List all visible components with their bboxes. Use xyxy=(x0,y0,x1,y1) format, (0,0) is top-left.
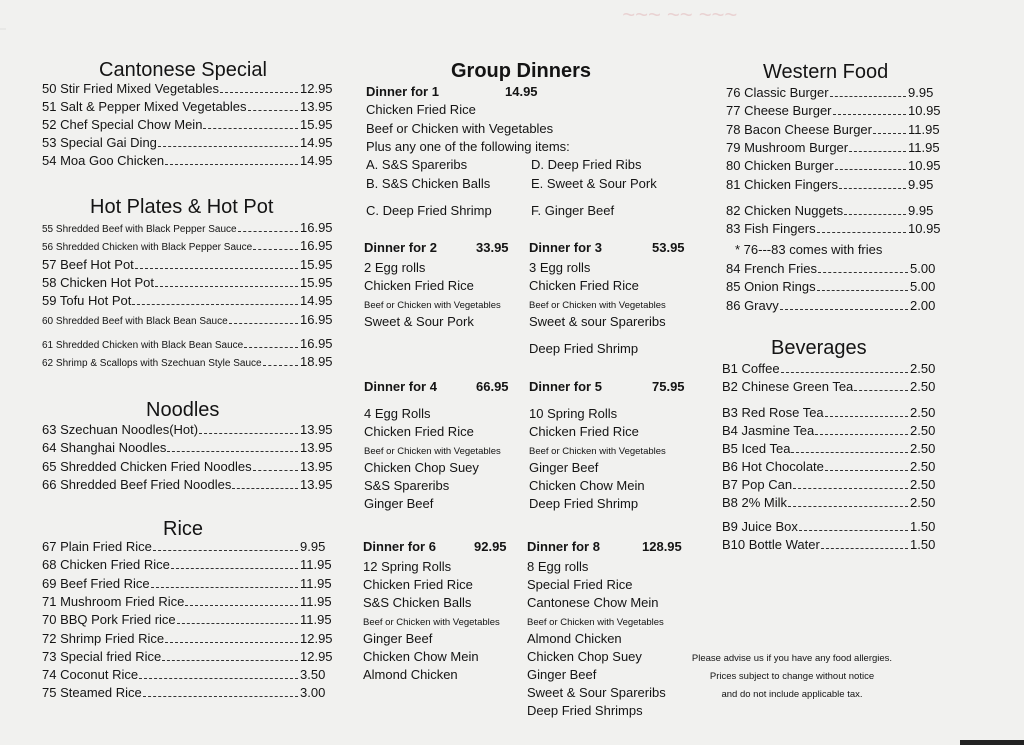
noodles-item-leader xyxy=(232,488,298,489)
noodles-item-price: 13.95 xyxy=(300,458,333,474)
cantonese-item-leader xyxy=(203,128,298,129)
beverages-item-name: B6 Hot Chocolate xyxy=(722,459,824,474)
cantonese-item-leader xyxy=(220,92,298,93)
western-item-leader xyxy=(873,133,906,134)
dinner-1-line: Chicken Fried Rice xyxy=(366,102,476,117)
cantonese-item-leader xyxy=(158,146,298,147)
rice-item xyxy=(42,539,340,555)
cantonese-item-price: 14.95 xyxy=(300,135,333,150)
rice-item-name: 70 BBQ Pork Fried rice xyxy=(42,612,176,628)
sides-item-leader xyxy=(780,309,908,310)
hotplates-item-leader xyxy=(238,231,298,232)
rice-item-price: 11.95 xyxy=(300,557,332,573)
d4-line: 4 Egg Rolls xyxy=(364,406,431,421)
d2-line: Beef or Chicken with Vegetables xyxy=(364,300,501,311)
noodles-item-price: 13.95 xyxy=(300,422,333,437)
d8-line: Beef or Chicken with Vegetables xyxy=(527,617,664,628)
sides-item-price: 5.00 xyxy=(910,279,936,295)
hotplates-item-price: 16.95 xyxy=(300,220,333,235)
western-item-name: 80 Chicken Burger xyxy=(726,158,834,174)
noodles-item-leader xyxy=(253,470,298,471)
hotplates-item-name: 55 Shredded Beef with Black Pepper Sauce xyxy=(42,224,237,235)
hotplates-item xyxy=(42,220,340,236)
d5-line: Beef or Chicken with Vegetables xyxy=(529,446,666,457)
beverages-item-leader xyxy=(788,506,908,507)
dinner-1-label: Dinner for 1 xyxy=(366,84,439,99)
hotplates-item-name: 58 Chicken Hot Pot xyxy=(42,274,155,290)
rice-item-leader xyxy=(171,568,298,569)
noodles-item xyxy=(42,422,340,438)
d6-line: 12 Spring Rolls xyxy=(363,559,452,574)
beverages-item-leader xyxy=(854,390,908,391)
d6-line: Chicken Fried Rice xyxy=(363,577,473,592)
d5-line: 10 Spring Rolls xyxy=(529,406,618,421)
beverages-item-leader xyxy=(825,470,908,471)
d3-line: Sweet & sour Spareribs xyxy=(529,314,666,329)
noodles-item-leader xyxy=(199,433,298,434)
d2-line: Sweet & Sour Pork xyxy=(364,314,474,329)
western-item-leader xyxy=(849,151,906,152)
western-item xyxy=(726,103,948,119)
dinner-1-line: Beef or Chicken with Vegetables xyxy=(366,121,554,136)
hotplates-item-price: 16.95 xyxy=(300,238,333,254)
beverages-item-price: 2.50 xyxy=(910,459,936,474)
fries-note: * 76---83 comes with fries xyxy=(735,242,883,257)
western-item-leader xyxy=(835,169,906,170)
noodles-title: Noodles xyxy=(146,399,220,421)
beverages-item-name: B4 Jasmine Tea xyxy=(722,423,815,438)
d4-line: Ginger Beef xyxy=(364,496,434,511)
cantonese-item-price: 12.95 xyxy=(300,81,333,96)
dinner-1-price: 14.95 xyxy=(505,84,538,99)
scan-edge-mark xyxy=(0,28,6,30)
sides-item-name: 84 French Fries xyxy=(726,261,818,276)
d8-price: 128.95 xyxy=(642,539,682,554)
d6-line: Ginger Beef xyxy=(363,631,433,646)
western-item-name: 79 Mushroom Burger xyxy=(726,139,849,155)
beverages-item-price: 2.50 xyxy=(910,441,936,456)
western-item xyxy=(726,85,948,101)
hotplates-item-price: 18.95 xyxy=(300,354,333,370)
hotplates-item-leader xyxy=(132,304,298,305)
beverages-item-name: B10 Bottle Water xyxy=(722,537,820,552)
footer-tax: and do not include applicable tax. xyxy=(721,689,863,700)
hotplates-item-name: 57 Beef Hot Pot xyxy=(42,256,134,272)
beverages-item-price: 2.50 xyxy=(910,477,936,492)
d8-line: Chicken Chop Suey xyxy=(527,649,642,664)
beverages-item-price: 1.50 xyxy=(910,537,936,552)
beverages-item-name: B9 Juice Box xyxy=(722,519,798,534)
rice-item-leader xyxy=(162,660,298,661)
d8-line: Sweet & Sour Spareribs xyxy=(527,685,666,700)
rice-item-price: 11.95 xyxy=(300,575,332,591)
cantonese-item-name: 53 Special Gai Ding xyxy=(42,135,157,150)
beverages-item xyxy=(722,519,950,535)
western-item xyxy=(726,221,948,237)
beverages-item-price: 2.50 xyxy=(910,405,936,420)
dinner-1-option: B. S&S Chicken Balls xyxy=(366,176,491,191)
noodles-item-name: 66 Shredded Beef Fried Noodles xyxy=(42,476,232,492)
rice-item-leader xyxy=(165,642,298,643)
dinner-1-option: E. Sweet & Sour Pork xyxy=(531,176,657,191)
sides-item-name: 85 Onion Rings xyxy=(726,279,816,295)
hotplates-item-price: 16.95 xyxy=(300,311,333,327)
beverages-item xyxy=(722,495,950,511)
cantonese-item xyxy=(42,81,340,97)
hotplates-item-leader xyxy=(244,347,298,348)
d3-line: Deep Fried Shrimp xyxy=(529,341,639,356)
hotplates-item-name: 59 Tofu Hot Pot xyxy=(42,293,132,309)
western-item-name: 78 Bacon Cheese Burger xyxy=(726,121,872,137)
scan-corner-mark xyxy=(960,740,1024,745)
beverages-item xyxy=(722,537,950,553)
beverages-item-leader xyxy=(825,416,908,417)
western-item-price: 11.95 xyxy=(908,121,940,137)
western-item-price: 11.95 xyxy=(908,139,940,155)
noodles-item xyxy=(42,459,340,475)
sides-item xyxy=(726,261,950,277)
western-item-name: 81 Chicken Fingers xyxy=(726,176,838,192)
cantonese-item-price: 13.95 xyxy=(300,99,333,114)
hotplates-item-name: 62 Shrimp & Scallops with Szechuan Style Sauce xyxy=(42,358,262,370)
rice-item-price: 3.00 xyxy=(300,685,326,701)
footer-prices: Prices subject to change without notice xyxy=(709,671,875,682)
western-item xyxy=(726,177,948,193)
d3-line: Chicken Fried Rice xyxy=(529,278,639,293)
beverages-item-leader xyxy=(791,452,908,453)
cantonese-item-name: 51 Salt & Pepper Mixed Vegetables xyxy=(42,99,247,114)
d6-line: S&S Chicken Balls xyxy=(363,595,472,610)
cantonese-item-leader xyxy=(248,110,298,111)
d4-label: Dinner for 4 xyxy=(364,379,437,394)
noodles-item-name: 65 Shredded Chicken Fried Noodles xyxy=(42,458,252,474)
noodles-item-leader xyxy=(167,451,298,452)
western-item-name: 76 Classic Burger xyxy=(726,85,829,100)
rice-item-price: 12.95 xyxy=(300,630,333,646)
d6-label: Dinner for 6 xyxy=(363,539,436,554)
d4-line: Beef or Chicken with Vegetables xyxy=(364,446,501,457)
rice-item xyxy=(42,667,340,683)
rice-item-leader xyxy=(177,623,298,624)
rice-item-name: 74 Coconut Rice xyxy=(42,667,139,683)
d6-price: 92.95 xyxy=(474,539,507,554)
rice-item xyxy=(42,576,340,592)
beverages-item xyxy=(722,477,950,493)
sides-item-price: 2.00 xyxy=(910,297,936,313)
western-item-price: 9.95 xyxy=(908,85,934,100)
hotplates-item-leader xyxy=(229,323,298,324)
rice-item-name: 67 Plain Fried Rice xyxy=(42,539,152,554)
dinner-1-option: C. Deep Fried Shrimp xyxy=(366,203,492,218)
sides-item-price: 5.00 xyxy=(910,261,936,276)
beverages-item-name: B7 Pop Can xyxy=(722,477,793,492)
western-item-name: 77 Cheese Burger xyxy=(726,103,832,119)
beverages-item-leader xyxy=(799,530,908,531)
d8-line: Almond Chicken xyxy=(527,631,622,646)
hotplates-item-price: 15.95 xyxy=(300,256,333,272)
handwritten-note-mark: ~~~ ~~ ~~~ xyxy=(622,2,738,27)
western-item xyxy=(726,203,948,219)
rice-item-name: 75 Steamed Rice xyxy=(42,685,142,701)
cantonese-item-name: 50 Stir Fried Mixed Vegetables xyxy=(42,81,220,96)
noodles-item-price: 13.95 xyxy=(300,440,333,456)
d4-line: S&S Spareribs xyxy=(364,478,450,493)
d5-label: Dinner for 5 xyxy=(529,379,602,394)
sides-item xyxy=(726,279,950,295)
noodles-item-name: 64 Shanghai Noodles xyxy=(42,440,167,456)
d4-line: Chicken Fried Rice xyxy=(364,424,474,439)
rice-item-name: 71 Mushroom Fried Rice xyxy=(42,593,185,609)
hotplates-item-price: 15.95 xyxy=(300,274,333,290)
sides-item-leader xyxy=(817,290,908,291)
d5-line: Chicken Chow Mein xyxy=(529,478,645,493)
beverages-item-leader xyxy=(781,372,908,373)
western-item-name: 83 Fish Fingers xyxy=(726,221,816,237)
western-item-leader xyxy=(830,96,906,97)
rice-item xyxy=(42,612,340,628)
beverages-item-price: 2.50 xyxy=(910,423,936,438)
rice-item-leader xyxy=(143,696,298,697)
beverages-item xyxy=(722,405,950,421)
beverages-item xyxy=(722,441,950,457)
cantonese-item-name: 54 Moa Goo Chicken xyxy=(42,153,165,168)
rice-item-leader xyxy=(151,587,298,588)
beverages-item xyxy=(722,379,950,395)
beverages-item-name: B8 2% Milk xyxy=(722,495,788,510)
hotplates-item xyxy=(42,336,340,352)
hotplates-item xyxy=(42,257,340,273)
hotplates-item-leader xyxy=(263,365,298,366)
hotplates-item xyxy=(42,293,340,309)
beverages-item-name: B5 Iced Tea xyxy=(722,441,791,456)
d6-line: Almond Chicken xyxy=(363,667,458,682)
dinner-1-option: A. S&S Spareribs xyxy=(366,157,468,172)
western-item-name: 82 Chicken Nuggets xyxy=(726,202,844,218)
beverages-item-price: 2.50 xyxy=(910,379,936,394)
hotplates-item xyxy=(42,275,340,291)
rice-item-leader xyxy=(139,678,298,679)
hotplates-item xyxy=(42,354,340,370)
hotplates-item-leader xyxy=(155,286,298,287)
rice-item-leader xyxy=(185,605,298,606)
rice-item xyxy=(42,649,340,665)
d6-line: Chicken Chow Mein xyxy=(363,649,479,664)
hotplates-item-name: 56 Shredded Chicken with Black Pepper Sauce xyxy=(42,242,253,254)
western-item xyxy=(726,140,948,156)
hotplates-item-price: 14.95 xyxy=(300,293,333,309)
d5-line: Ginger Beef xyxy=(529,460,599,475)
rice-item xyxy=(42,594,340,610)
d4-price: 66.95 xyxy=(476,379,509,394)
hotplates-item-name: 60 Shredded Beef with Black Bean Sauce xyxy=(42,315,228,327)
beverages-item-price: 1.50 xyxy=(910,519,936,534)
rice-item-price: 9.95 xyxy=(300,539,326,554)
western-item-price: 9.95 xyxy=(908,176,934,192)
cantonese-item xyxy=(42,135,340,151)
cantonese-item-leader xyxy=(165,164,298,165)
d5-line: Chicken Fried Rice xyxy=(529,424,639,439)
d8-line: Deep Fried Shrimps xyxy=(527,703,643,718)
western-item xyxy=(726,158,948,174)
cantonese-title: Cantonese Special xyxy=(99,59,267,81)
beverages-item-leader xyxy=(815,434,908,435)
beverages-item-name: B2 Chinese Green Tea xyxy=(722,379,854,394)
western-item-price: 10.95 xyxy=(908,103,941,119)
d8-line: Ginger Beef xyxy=(527,667,597,682)
rice-item-price: 11.95 xyxy=(300,593,332,609)
d8-line: Special Fried Rice xyxy=(527,577,633,592)
beverages-item-price: 2.50 xyxy=(910,495,936,510)
d8-line: 8 Egg rolls xyxy=(527,559,589,574)
rice-item xyxy=(42,685,340,701)
western-item-price: 9.95 xyxy=(908,202,934,218)
noodles-item-name: 63 Szechuan Noodles(Hot) xyxy=(42,422,199,437)
d2-label: Dinner for 2 xyxy=(364,240,437,255)
hotplates-item xyxy=(42,238,340,254)
beverages-item xyxy=(722,423,950,439)
western-item-leader xyxy=(817,232,906,233)
beverages-item xyxy=(722,361,950,377)
western-item-price: 10.95 xyxy=(908,221,941,237)
dinner-1-line: Plus any one of the following items: xyxy=(366,139,570,154)
d3-label: Dinner for 3 xyxy=(529,240,602,255)
rice-item-name: 69 Beef Fried Rice xyxy=(42,575,150,591)
hotplates-item-leader xyxy=(135,268,298,269)
group-dinners-title: Group Dinners xyxy=(451,60,592,82)
hotplates-title: Hot Plates & Hot Pot xyxy=(90,196,274,218)
d2-price: 33.95 xyxy=(476,240,509,255)
beverages-item-name: B1 Coffee xyxy=(722,361,780,376)
d2-line: Chicken Fried Rice xyxy=(364,278,474,293)
rice-item xyxy=(42,631,340,647)
rice-item-price: 3.50 xyxy=(300,667,326,683)
d6-line: Beef or Chicken with Vegetables xyxy=(363,617,500,628)
rice-item-leader xyxy=(153,550,298,551)
d2-line: 2 Egg rolls xyxy=(364,260,426,275)
beverages-title: Beverages xyxy=(771,337,867,359)
cantonese-item-price: 15.95 xyxy=(300,117,333,132)
beverages-item-leader xyxy=(821,548,908,549)
d8-label: Dinner for 8 xyxy=(527,539,600,554)
d4-line: Chicken Chop Suey xyxy=(364,460,479,475)
cantonese-item xyxy=(42,153,340,169)
western-item-leader xyxy=(839,188,906,189)
rice-title: Rice xyxy=(163,518,204,540)
cantonese-item xyxy=(42,99,340,115)
sides-item-leader xyxy=(818,272,908,273)
d5-line: Deep Fried Shrimp xyxy=(529,496,639,511)
d3-line: 3 Egg rolls xyxy=(529,260,591,275)
rice-item-price: 11.95 xyxy=(300,612,332,628)
western-title: Western Food xyxy=(763,61,889,83)
dinner-1-option: D. Deep Fried Ribs xyxy=(531,157,642,172)
western-item-price: 10.95 xyxy=(908,158,941,174)
beverages-item-name: B3 Red Rose Tea xyxy=(722,405,824,420)
noodles-item xyxy=(42,440,340,456)
beverages-item-price: 2.50 xyxy=(910,361,936,376)
footer-allergy: Please advise us if you have any food allergies. xyxy=(691,653,893,664)
western-item-leader xyxy=(844,214,906,215)
d3-price: 53.95 xyxy=(652,240,685,255)
d5-price: 75.95 xyxy=(652,379,685,394)
western-item-leader xyxy=(833,114,906,115)
hotplates-item-leader xyxy=(253,249,298,250)
beverages-item xyxy=(722,459,950,475)
western-item xyxy=(726,122,948,138)
d8-line: Cantonese Chow Mein xyxy=(527,595,659,610)
cantonese-item-price: 14.95 xyxy=(300,153,333,168)
noodles-item xyxy=(42,477,340,493)
cantonese-item xyxy=(42,117,340,133)
sides-item xyxy=(726,298,950,314)
hotplates-item-price: 16.95 xyxy=(300,335,333,351)
rice-item-name: 68 Chicken Fried Rice xyxy=(42,557,170,573)
sides-item-name: 86 Gravy xyxy=(726,297,779,313)
rice-item-name: 72 Shrimp Fried Rice xyxy=(42,630,165,646)
hotplates-item xyxy=(42,312,340,328)
dinner-1-option: F. Ginger Beef xyxy=(531,203,615,218)
rice-item-name: 73 Special fried Rice xyxy=(42,648,162,664)
beverages-item-leader xyxy=(793,488,908,489)
cantonese-item-name: 52 Chef Special Chow Mein xyxy=(42,117,203,132)
rice-item xyxy=(42,557,340,573)
d3-line: Beef or Chicken with Vegetables xyxy=(529,300,666,311)
rice-item-price: 12.95 xyxy=(300,648,333,664)
hotplates-item-name: 61 Shredded Chicken with Black Bean Sauce xyxy=(42,339,244,351)
noodles-item-price: 13.95 xyxy=(300,476,333,492)
